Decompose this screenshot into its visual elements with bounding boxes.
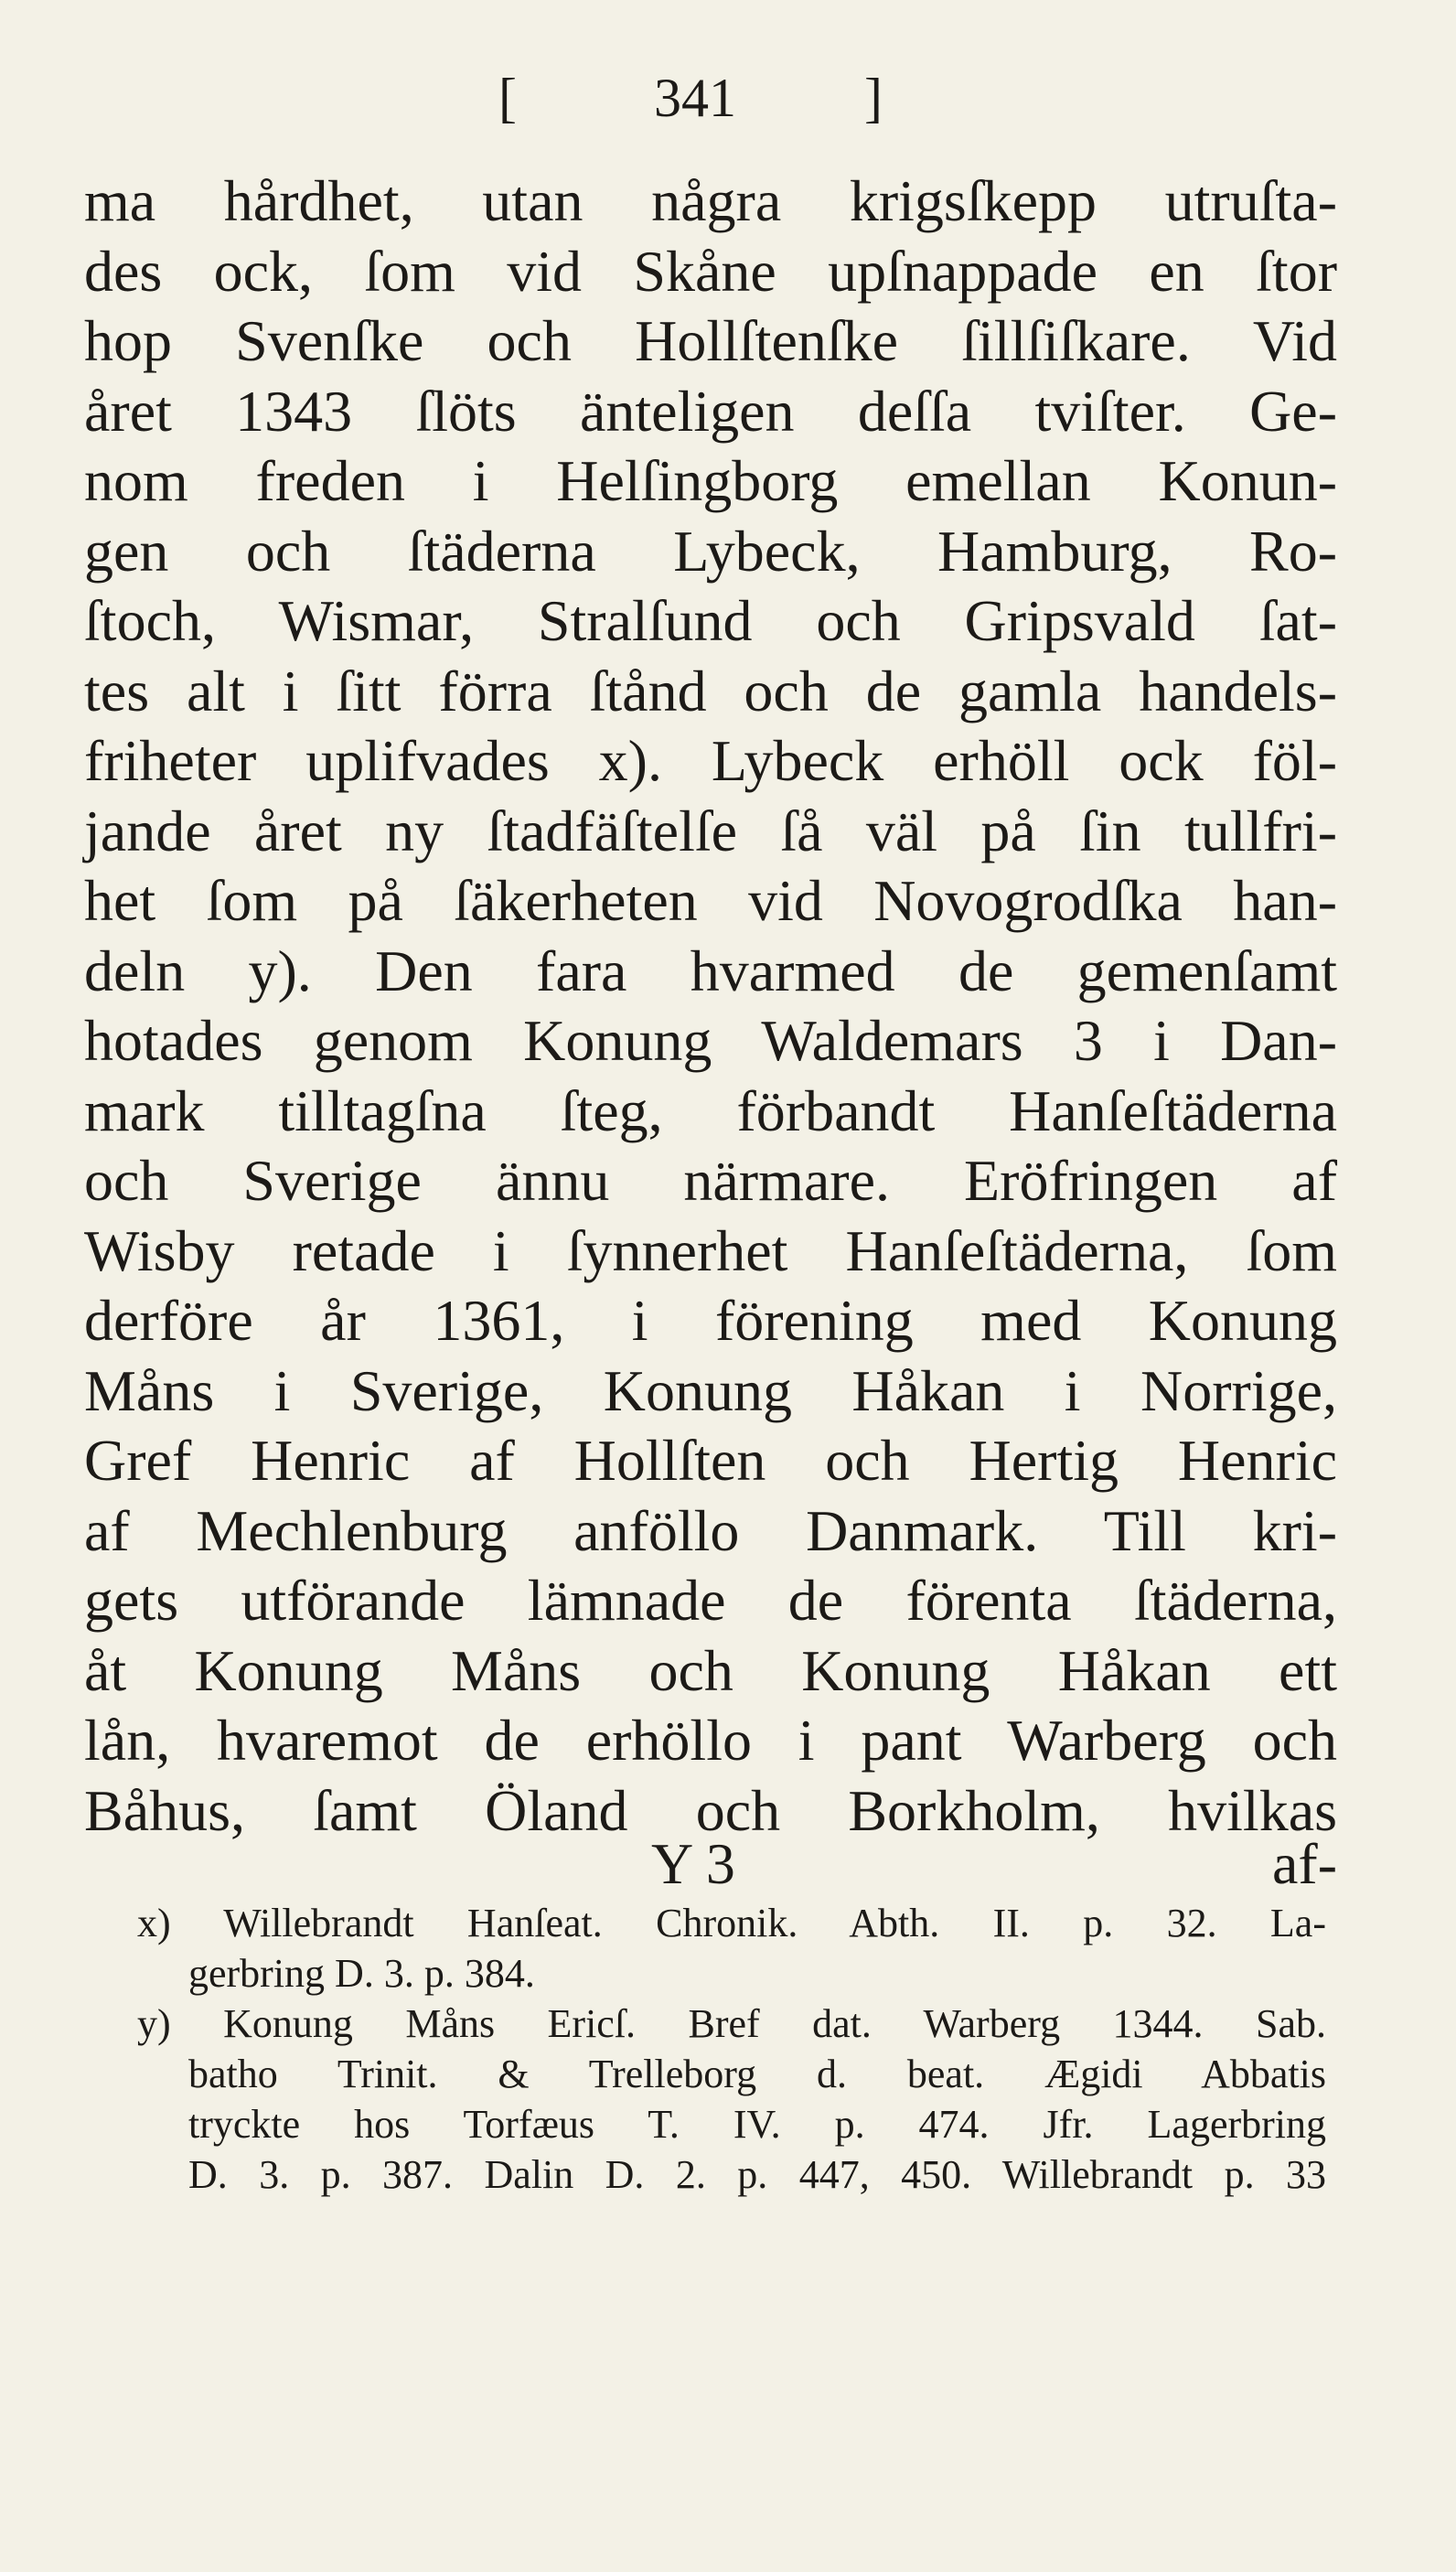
text-line: het ſom på ſäkerheten vid Novogrodſka han- xyxy=(84,868,1337,933)
text-line: Wisby retade i ſynnerhet Hanſeſtäderna, ſom xyxy=(84,1217,1337,1283)
text-line: ſtoch, Wismar, Stralſund och Gripsvald ſat- xyxy=(84,588,1337,653)
page-header xyxy=(498,57,910,139)
text-line: lån, hvaremot de erhöllo i pant Warberg och xyxy=(84,1708,1337,1773)
text-line: gets utförande lämnade de förenta ſtäderna, xyxy=(84,1568,1337,1633)
bracket-right: ] xyxy=(864,68,883,128)
text-line: af Mechlenburg anföllo Danmark. Till kri- xyxy=(84,1497,1337,1563)
page-number: 341 xyxy=(654,68,736,128)
main-text xyxy=(84,166,1337,1846)
text-line: nom freden i Helſingborg emellan Konun- xyxy=(84,448,1337,513)
catch-line xyxy=(84,1829,1337,1899)
text-line: åt Konung Måns och Konung Håkan ett xyxy=(84,1637,1337,1703)
text-line: derföre år 1361, i förening med Konung xyxy=(84,1288,1337,1353)
footnote-line: D. 3. p. 387. Dalin D. 2. p. 447, 450. Willebrandt p. 33 xyxy=(188,2152,1326,2197)
text-line: jande året ny ſtadfäſtelſe ſå väl på ſin tullfri- xyxy=(84,798,1337,863)
footnotes xyxy=(137,1898,1326,2200)
text-line: hop Svenſke och Hollſtenſke ſillſiſkare. Vid xyxy=(84,308,1337,373)
text-line: hotades genom Konung Waldemars 3 i Dan- xyxy=(84,1008,1337,1073)
text-line: tes alt i ſitt förra ſtånd och de gamla handels- xyxy=(84,658,1337,723)
signature-mark: Y 3 xyxy=(651,1831,735,1896)
footnote-line: x) Willebrandt Hanſeat. Chronik. Abth. II. p. 32. La- xyxy=(137,1901,1326,1945)
footnote-line: batho Trinit. & Trelleborg d. beat. Ægidi Abbatis xyxy=(188,2052,1326,2096)
text-line: Båhus, ſamt Öland och Borkholm, hvilkas xyxy=(84,1777,1337,1843)
text-line: gen och ſtäderna Lybeck, Hamburg, Ro- xyxy=(84,518,1337,584)
text-line: mark tilltagſna ſteg, förbandt Hanſeſtäderna xyxy=(84,1077,1337,1143)
text-line: året 1343 ſlöts änteligen deſſa tviſter. Ge- xyxy=(84,378,1337,444)
footnote-line: tryckte hos Torfæus T. IV. p. 474. Jfr. Lagerbring xyxy=(188,2102,1326,2147)
bracket-left: [ xyxy=(498,68,517,128)
footnote-line: gerbring D. 3. p. 384. xyxy=(188,1951,535,1996)
text-line: deln y). Den fara hvarmed de gemenſamt xyxy=(84,938,1337,1003)
text-line: ma hårdhet, utan några krigsſkepp utruſta- xyxy=(84,168,1337,233)
text-line: Gref Henric af Hollſten och Hertig Henric xyxy=(84,1428,1337,1493)
text-line: friheter uplifvades x). Lybeck erhöll ock föl- xyxy=(84,728,1337,793)
text-line: Måns i Sverige, Konung Håkan i Norrige, xyxy=(84,1357,1337,1423)
footnote-line: y) Konung Måns Ericſ. Bref dat. Warberg 1344. Sab. xyxy=(137,2001,1326,2046)
text-line: des ock, ſom vid Skåne upſnappade en ſtor xyxy=(84,238,1337,304)
catchword: af- xyxy=(1271,1831,1337,1896)
text-line: och Sverige ännu närmare. Eröfringen af xyxy=(84,1148,1337,1213)
